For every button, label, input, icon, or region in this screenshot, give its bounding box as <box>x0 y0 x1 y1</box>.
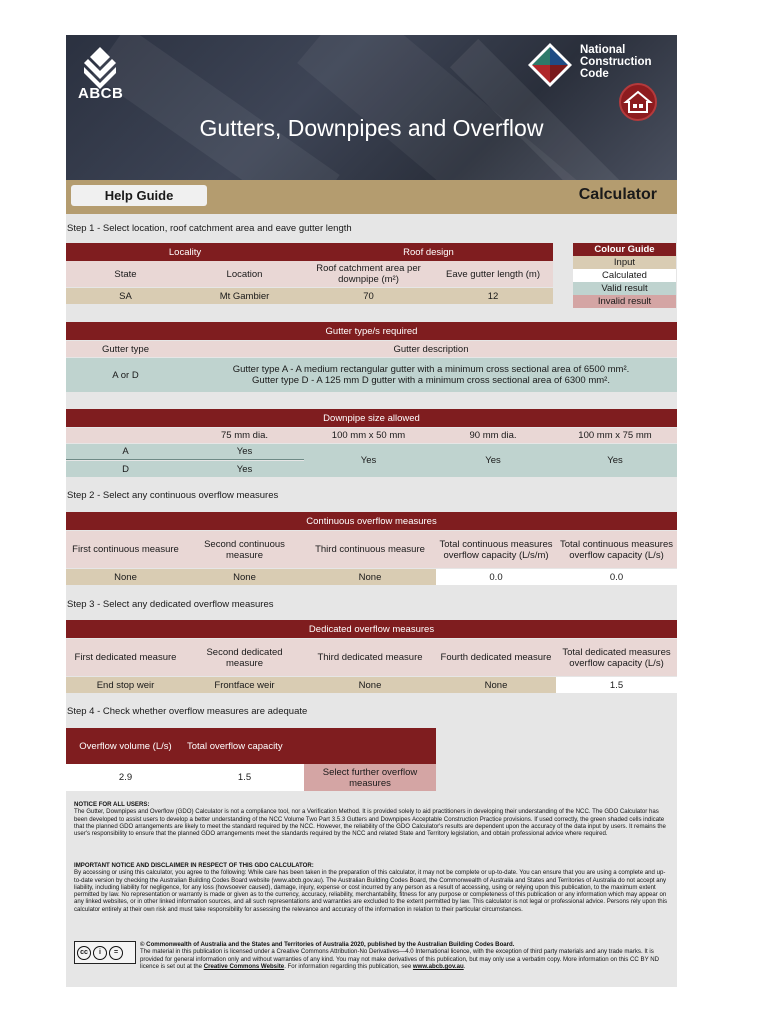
copyright-notice <box>140 941 670 970</box>
page-title: Gutters, Downpipes and Overflow <box>199 115 544 141</box>
gutter-type-column-header: Gutter type <box>66 341 185 357</box>
dedicated-capacity-header: Total dedicated measures overflow capacity (L/s) <box>556 639 677 676</box>
second-continuous-select[interactable]: None <box>185 569 304 585</box>
gutter-type-value: A or D <box>66 358 185 392</box>
second-dedicated-header: Second dedicated measure <box>185 639 304 676</box>
notice-all-users-title: NOTICE FOR ALL USERS: <box>74 801 150 808</box>
downpipe-row-a-label: A <box>66 444 185 460</box>
nav-bar <box>66 180 677 214</box>
calculator-tab-label: Calculator <box>578 186 657 203</box>
gutter-description-value <box>185 358 677 392</box>
licence-text: The material in this publication is licensed under a Creative Commons Attribution-No Derivatives—4.0 International licence, with the exception of third party materials and any trade marks. It is provided for general information only and without warranties of any kind. You may not make derivatives of this publication, but may only use a verbatim copy. More information on this CC BY ND licence is set out at the Creative Commons Website. For information regarding this publication, see www.abcb.gov.au. <box>140 948 660 970</box>
downpipe-title: Downpipe size allowed <box>66 409 677 427</box>
eave-length-input[interactable]: 12 <box>433 288 553 304</box>
fourth-dedicated-select[interactable]: None <box>436 677 556 693</box>
overflow-volume-header: Overflow volume (L/s) <box>66 728 185 764</box>
third-dedicated-select[interactable]: None <box>304 677 436 693</box>
dedicated-capacity-value: 1.5 <box>556 677 677 693</box>
third-continuous-header: Third continuous measure <box>304 531 436 568</box>
creative-commons-badge-icon: cc i = <box>74 941 136 964</box>
step-3-label: Step 3 - Select any dedicated overflow measures <box>67 599 274 610</box>
downpipe-d-75: Yes <box>185 461 304 477</box>
state-select[interactable]: SA <box>66 288 185 304</box>
downpipe-90-value: Yes <box>433 444 553 477</box>
downpipe-100x75-header: 100 mm x 75 mm <box>553 428 677 443</box>
downpipe-100x75-value: Yes <box>553 444 677 477</box>
first-dedicated-header: First dedicated measure <box>66 639 185 676</box>
second-dedicated-select[interactable]: Frontface weir <box>185 677 304 693</box>
copyright-line: © Commonwealth of Australia and the States and Territories of Australia 2020, published by the Australian Building Codes Board. <box>140 941 515 948</box>
abcb-website-link[interactable]: www.abcb.gov.au <box>412 962 464 970</box>
gutter-type-title: Gutter type/s required <box>66 322 677 340</box>
downpipe-75-header: 75 mm dia. <box>185 428 304 443</box>
ncc-line-1: National <box>580 44 626 56</box>
locality-header: Locality <box>66 243 304 261</box>
ncc-logo-icon <box>526 41 574 89</box>
continuous-capacity-per-m-header: Total continuous measures overflow capacity (L/s/m) <box>436 531 556 568</box>
first-continuous-select[interactable]: None <box>66 569 185 585</box>
calculator-page <box>66 35 677 987</box>
notice-all-users <box>74 801 670 837</box>
eave-length-column-header: Eave gutter length (m) <box>433 261 553 287</box>
colour-guide-valid: Valid result <box>573 282 676 295</box>
second-continuous-header: Second continuous measure <box>185 531 304 568</box>
location-select[interactable]: Mt Gambier <box>185 288 304 304</box>
disclaimer-title: IMPORTANT NOTICE AND DISCLAIMER IN RESPECT OF THIS GDO CALCULATOR: <box>74 862 314 869</box>
header-banner <box>66 35 677 180</box>
downpipe-a-75: Yes <box>185 444 304 460</box>
third-dedicated-header: Third dedicated measure <box>304 639 436 676</box>
catchment-area-input[interactable]: 70 <box>304 288 433 304</box>
fourth-dedicated-header: Fourth dedicated measure <box>436 639 556 676</box>
dedicated-overflow-title: Dedicated overflow measures <box>66 620 677 638</box>
ncc-line-2: Construction <box>580 56 652 68</box>
roof-design-header: Roof design <box>304 243 553 261</box>
help-guide-button[interactable]: Help Guide <box>71 185 207 206</box>
total-overflow-capacity-value: 1.5 <box>185 764 304 791</box>
downpipe-100x50-header: 100 mm x 50 mm <box>304 428 433 443</box>
gutter-description-column-header: Gutter description <box>185 341 677 357</box>
continuous-capacity-per-m-value: 0.0 <box>436 569 556 585</box>
ncc-wordmark <box>580 44 652 80</box>
continuous-capacity-value: 0.0 <box>556 569 677 585</box>
step-4-label: Step 4 - Check whether overflow measures are adequate <box>67 706 308 717</box>
total-overflow-capacity-header: Total overflow capacity <box>185 728 304 764</box>
catchment-column-header: Roof catchment area per downpipe (m²) <box>304 261 433 287</box>
abcb-wordmark: ABCB <box>78 85 124 102</box>
colour-guide-calculated: Calculated <box>573 269 676 282</box>
gutter-description-d: Gutter type D - A 125 mm D gutter with a minimum cross sectional area of 6300 mm². <box>252 375 610 386</box>
continuous-overflow-title: Continuous overflow measures <box>66 512 677 530</box>
first-dedicated-select[interactable]: End stop weir <box>66 677 185 693</box>
disclaimer-body: By accessing or using this calculator, you agree to the following: While care has been taken in the preparation of this calculator, it may not be complete or up-to-date. You can ensure that you are using a complete and up-to-date version by checking the Australian Building Codes Board website (www.abcb.gov.au). The Australian Building Codes Board, the Commonwealth of Australia and States and Territories of Australia do not accept any liability, including liability for negligence, for any loss (howsoever caused), damage, injury, expense or cost incurred by any person as a result of accessing, using or relying upon this publication, to the maximum extent permitted by law. No representation or warranty is made or given as to the currency, accuracy, reliability, merchantability, fitness for any purpose or completeness of this publication or any information which may appear on any linked websites, or in other linked information sources, and all such representations and warranties are excluded to the extent permitted by law. This calculator is not legal or professional advice. Persons rely upon this calculator entirely at their own risk and must take responsibility for assessing the relevance and accuracy of the information in relation to their particular circumstances. <box>74 869 667 913</box>
gutter-description-a: Gutter type A - A medium rectangular gutter with a minimum cross sectional area of 6500 mm². <box>232 364 630 375</box>
location-column-header: Location <box>185 261 304 287</box>
step-2-label: Step 2 - Select any continuous overflow measures <box>67 490 279 501</box>
colour-guide-invalid: Invalid result <box>573 295 676 308</box>
downpipe-100x50-value: Yes <box>304 444 433 477</box>
downpipe-row-d-label: D <box>66 461 185 477</box>
creative-commons-link[interactable]: Creative Commons Website <box>203 962 285 970</box>
step-1-label: Step 1 - Select location, roof catchment area and eave gutter length <box>67 223 352 234</box>
ncc-line-3: Code <box>580 68 609 80</box>
continuous-capacity-header: Total continuous measures overflow capacity (L/s) <box>556 531 677 568</box>
overflow-result-status: Select further overflow measures <box>304 764 436 791</box>
colour-guide-input: Input <box>573 256 676 269</box>
notice-all-users-body: The Gutter, Downpipes and Overflow (GDO) Calculator is not a compliance tool, nor a Verification Method. It is provided solely to aid practitioners in developing their understanding of the NCC. The GDO Calculator has been developed to assist users to develop a better understanding of the NCC Volume Two Part 3.5.3 Gutters and Downpipes Acceptable Construction Practice provisions. If used correctly, the green shaded cells indicate that the planned GDO arrangements are likely to meet the standard required by the NCC. However, the reliability of the GDO Calculator's results are dependent upon the accuracy of the data input by users. It remains the user's responsibility to ensure that the planned GDO arrangements meet the standards required by the NCC and related State and Territory legislation, and obtain professional advice where required. <box>74 808 666 838</box>
downpipe-90-header: 90 mm dia. <box>433 428 553 443</box>
disclaimer <box>74 862 670 913</box>
state-column-header: State <box>66 261 185 287</box>
colour-guide-title: Colour Guide <box>573 243 676 256</box>
overflow-volume-value: 2.9 <box>66 764 185 791</box>
third-continuous-select[interactable]: None <box>304 569 436 585</box>
first-continuous-header: First continuous measure <box>66 531 185 568</box>
